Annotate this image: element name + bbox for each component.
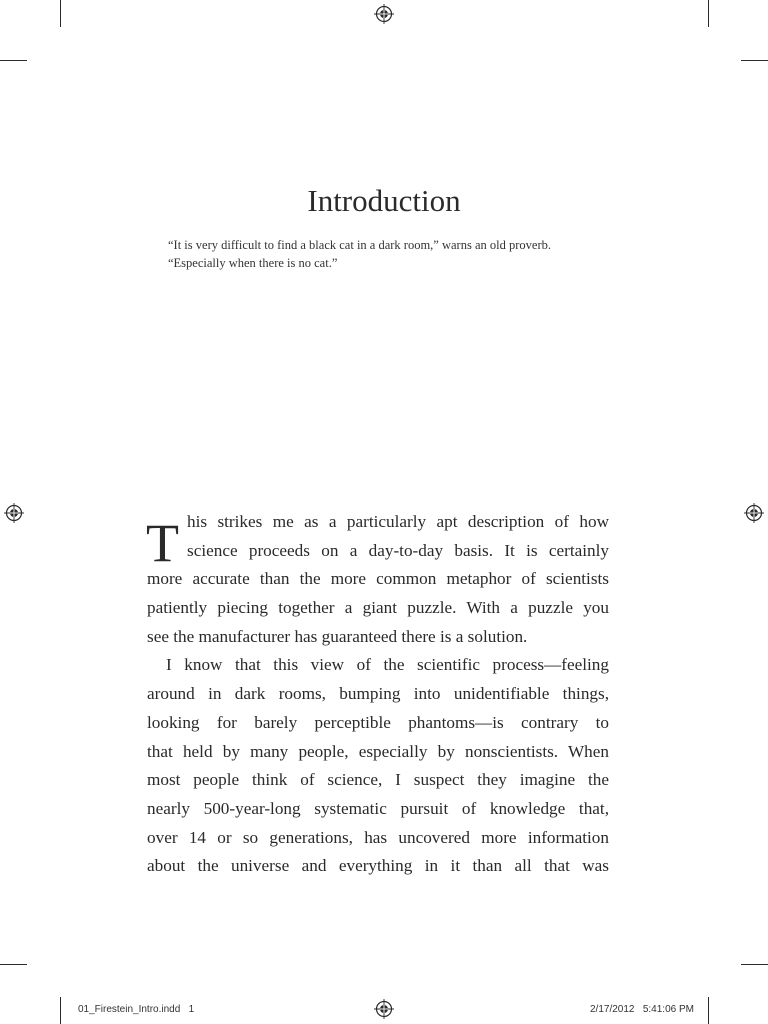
crop-mark-bottom-left-vertical (60, 997, 61, 1024)
paragraph-line: looking for barely perceptible phantoms—is contrary to (147, 712, 609, 732)
drop-cap: T (146, 513, 179, 573)
epigraph-line: “Especially when there is no cat.” (168, 256, 338, 270)
body-text (147, 508, 609, 881)
paragraph-line: more accurate than the more common metaphor of scientists (147, 569, 609, 589)
registration-mark-icon (4, 503, 24, 523)
registration-mark-icon (374, 4, 394, 24)
crop-mark-bottom-left-horizontal (0, 964, 27, 965)
paragraph-line: over 14 or so generations, has uncovered more information (147, 827, 609, 847)
chapter-title: Introduction (307, 183, 461, 218)
paragraph-line: I know that this view of the scientific process—feeling (166, 655, 609, 675)
paragraph-line: science proceeds on a day-to-day basis. It is certainly (187, 540, 609, 560)
paragraph-line: that held by many people, especially by nonscientists. When (147, 741, 609, 761)
crop-mark-bottom-right-horizontal (741, 964, 768, 965)
slug-file-name: 01_Firestein_Intro.indd 1 (78, 1004, 195, 1015)
crop-mark-top-left-vertical (60, 0, 61, 27)
paragraph-line: patiently piecing together a giant puzzle. With a puzzle you (147, 598, 609, 618)
registration-mark-icon (374, 999, 394, 1019)
paragraph-line: most people think of science, I suspect they imagine the (147, 770, 609, 790)
paragraph-line: his strikes me as a particularly apt description of how (187, 512, 609, 531)
paragraph-line: around in dark rooms, bumping into unidentifiable things, (147, 684, 609, 704)
registration-mark-icon (744, 503, 764, 523)
crop-mark-top-right-horizontal (741, 60, 768, 61)
paragraph-line: see the manufacturer has guaranteed there is a solution. (147, 626, 528, 646)
epigraph-line: “It is very difficult to find a black cat in a dark room,” warns an old proverb. (168, 238, 551, 252)
crop-mark-top-left-horizontal (0, 60, 27, 61)
slug-timestamp: 2/17/2012 5:41:06 PM (590, 1004, 694, 1015)
epigraph (168, 236, 628, 272)
crop-mark-bottom-right-vertical (708, 997, 709, 1024)
crop-mark-top-right-vertical (708, 0, 709, 27)
paragraph-line: nearly 500-year-long systematic pursuit of knowledge that, (147, 798, 609, 818)
paragraph-line: about the universe and everything in it than all that was (147, 856, 609, 876)
